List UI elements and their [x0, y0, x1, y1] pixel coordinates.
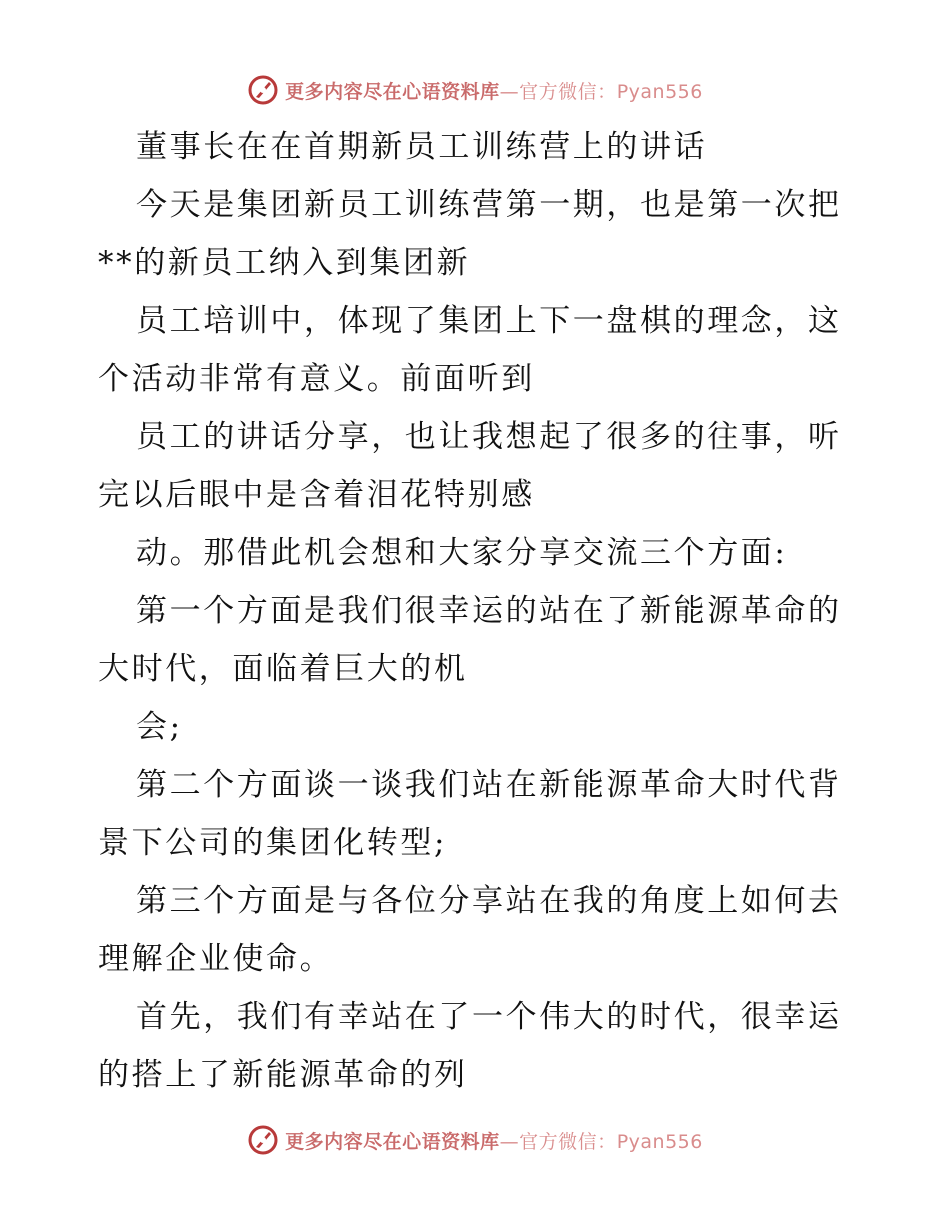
quill-logo-icon — [247, 74, 279, 106]
paragraph-line: 首先，我们有幸站在了一个伟大的时代，很幸运 — [136, 999, 842, 1035]
paragraph-line: 个活动非常有意义。前面听到 — [98, 361, 535, 397]
paragraph-line: 今天是集团新员工训练营第一期，也是第一次把 — [136, 187, 842, 223]
watermark-official: 官方微信： — [519, 1130, 617, 1153]
header-watermark — [0, 70, 950, 110]
watermark-text — [285, 1127, 703, 1154]
paragraph-line: 完以后眼中是含着泪花特别感 — [98, 477, 535, 513]
paragraph-line: 员工培训中，体现了集团上下一盘棋的理念，这 — [136, 303, 842, 339]
watermark-account: Pyan556 — [616, 80, 703, 103]
document-body — [98, 118, 858, 1104]
watermark-separator: — — [499, 80, 520, 103]
paragraph-line: 会; — [136, 709, 183, 745]
watermark-text — [285, 77, 703, 104]
watermark-official: 官方微信： — [519, 80, 617, 103]
watermark-brand: 更多内容尽在心语资料库 — [285, 1130, 500, 1153]
paragraph-line: 大时代，面临着巨大的机 — [98, 651, 468, 687]
watermark-account: Pyan556 — [616, 1130, 703, 1153]
watermark-separator: — — [499, 1130, 520, 1153]
paragraph-line: 第一个方面是我们很幸运的站在了新能源革命的 — [136, 593, 842, 629]
doc-title: 董事长在在首期新员工训练营上的讲话 — [136, 129, 708, 165]
paragraph-line: 理解企业使命。 — [98, 941, 334, 977]
paragraph-line: 景下公司的集团化转型; — [98, 825, 448, 861]
paragraph-line: **的新员工纳入到集团新 — [98, 245, 471, 281]
watermark-brand: 更多内容尽在心语资料库 — [285, 80, 500, 103]
paragraph-line: 第二个方面谈一谈我们站在新能源革命大时代背 — [136, 767, 842, 803]
paragraph-line: 的搭上了新能源革命的列 — [98, 1057, 468, 1093]
paragraph-line: 员工的讲话分享，也让我想起了很多的往事，听 — [136, 419, 842, 455]
quill-logo-icon — [247, 1124, 279, 1156]
paragraph-line: 动。那借此机会想和大家分享交流三个方面: — [136, 535, 788, 571]
paragraph-line: 第三个方面是与各位分享站在我的角度上如何去 — [136, 883, 842, 919]
footer-watermark — [0, 1120, 950, 1160]
